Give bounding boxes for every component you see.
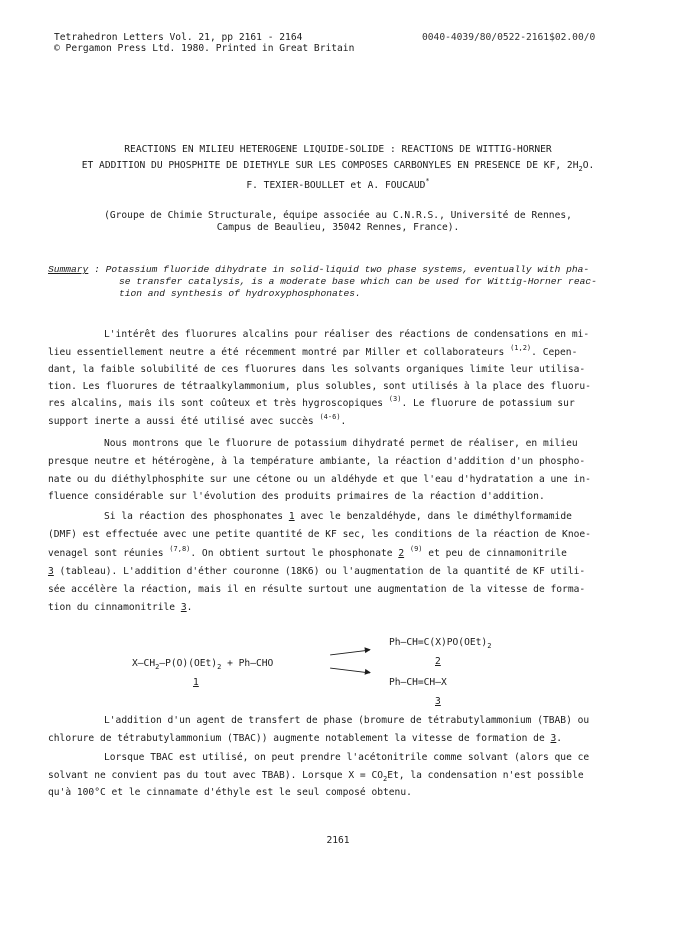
reactants: $X—CH_2—P(O)(OEt)_2$ + Ph—CHO [132, 658, 274, 671]
authors: F. TEXIER-BOULLET et A. FOUCAUD* [246, 177, 430, 191]
copyright-line: © Pergamon Press Ltd. 1980. Printed in Great Britain [54, 43, 355, 54]
compound-number: 1 [288, 511, 295, 522]
reference-mark: (1,2) [510, 344, 532, 352]
reference-mark: (9) [409, 545, 423, 553]
reference-mark: (7,8) [169, 545, 191, 553]
p1-line-4: tion. Les fluorures de tétraalkylammonium, plus solubles, sont utilisés à la place des fluoru- [48, 381, 591, 392]
p1-line-1: L'intérêt des fluorures alcalins pour réaliser des réactions de condensations en mi- [104, 329, 590, 340]
product-3: Ph—CH=CH—X [389, 677, 447, 688]
p3-line-1: Si la réaction des phosphonates 1 avec le benzaldéhyde, dans le diméthylformamide [104, 511, 572, 522]
p1-line-6: support inerte a aussi été utilisé avec succès $^{(4-6)}$. [48, 413, 347, 427]
p2-line-4: fluence considérable sur l'évolution des produits primaires de la réaction d'addition. [48, 491, 545, 502]
reaction-arrow-up [330, 650, 370, 656]
product-2: $Ph—CH=C(X)PO(OEt)_2$ [389, 637, 492, 650]
product-3-number: 3 [435, 696, 441, 707]
corresponding-author-mark: * [425, 177, 430, 185]
p5-line-1: Lorsque TBAC est utilisé, on peut prendre l'acétonitrile comme solvant (alors que ce [104, 752, 590, 763]
article-code: 0040-4039/80/0522-2161$02.00/0 [422, 32, 596, 43]
title-line-2: ET ADDITION DU PHOSPHITE DE DIETHYLE SUR LES COMPOSES CARBONYLES EN PRESENCE DE KF, $2H_2O$. [81, 160, 595, 173]
reference-mark: (4-6) [319, 413, 341, 421]
p2-line-3: nate ou du diéthylphosphite sur une cétone ou un aldéhyde et que l'eau d'hydratation a une in- [48, 474, 591, 485]
p3-line-4: 3 (tableau). L'addition d'éther couronne (18K6) ou l'augmentation de la quantité de KF utili- [48, 566, 586, 577]
product-2-number: 2 [435, 656, 441, 667]
p5-line-3: qu'à 100°C et le cinnamate d'éthyle est le seul composé obtenu. [48, 787, 412, 798]
compound-number: 3 [180, 602, 187, 613]
p3-line-6: tion du cinnamonitrile 3. [48, 602, 193, 613]
summary-line-2: se transfer catalysis, is a moderate base which can be used for Wittig-Horner reac- [119, 276, 597, 287]
p1-line-5: res alcalins, mais ils sont coûteux et très hygroscopiques $^{(3)}$. Le fluorure de potassium sur [48, 395, 575, 409]
affiliation-line-1: (Groupe de Chimie Structurale, équipe associée au C.N.R.S., Université de Rennes, [104, 210, 572, 221]
p3-line-2: (DMF) est effectuée avec une petite quantité de KF sec, les conditions de la réaction de Knoe- [48, 529, 591, 540]
summary-line-1: Summary : Potassium fluoride dihydrate in solid-liquid two phase systems, eventually with pha- [48, 264, 590, 275]
p2-line-1: Nous montrons que le fluorure de potassium dihydraté permet de réaliser, en milieu [104, 438, 578, 449]
affiliation-line-2: Campus de Beaulieu, 35042 Rennes, France). [216, 222, 460, 233]
summary-label: Summary [48, 264, 89, 275]
reaction-arrow-down [330, 668, 370, 674]
p5-line-2: solvant ne convient pas du tout avec TBAB). Lorsque $X = CO_2Et$, la condensation n'est possible [48, 770, 584, 783]
p3-line-5: sée accélère la réaction, mais il en résulte surtout une augmentation de la vitesse de forma- [48, 584, 586, 595]
compound-number: 3 [550, 733, 557, 744]
p2-line-2: presque neutre et hétérogène, à la température ambiante, la réaction d'addition d'un phospho- [48, 456, 586, 467]
journal-citation: Tetrahedron Letters Vol. 21, pp 2161 - 2164 [54, 32, 303, 43]
p1-line-3: dant, la faible solubilité de ces fluorures dans les solvants organiques limite leur utilisa- [48, 364, 586, 375]
p3-line-3: venagel sont réunies $^{(7,8)}$. On obtient surtout le phosphonate 2 $^{(9)}$ et peu de cinnamonitrile [48, 545, 567, 559]
reactant-number: 1 [193, 677, 199, 688]
title-line-1: REACTIONS EN MILIEU HETEROGENE LIQUIDE-SOLIDE : REACTIONS DE WITTIG-HORNER [124, 144, 552, 155]
p1-line-2: lieu essentiellement neutre a été récemment montré par Miller et collaborateurs $^{(1,2)}$. Cepen- [48, 344, 578, 358]
compound-number: 3 [48, 566, 54, 577]
p4-line-2: chlorure de tétrabutylammonium (TBAC)) augmente notablement la vitesse de formation de 3. [48, 733, 563, 744]
page-number: 2161 [326, 835, 350, 846]
summary-line-3: tion and synthesis of hydroxyphosphonates. [119, 288, 361, 299]
p4-line-1: L'addition d'un agent de transfert de phase (bromure de tétrabutylammonium (TBAB) ou [104, 715, 590, 726]
compound-number: 2 [398, 548, 405, 559]
reference-mark: (3) [388, 395, 402, 403]
